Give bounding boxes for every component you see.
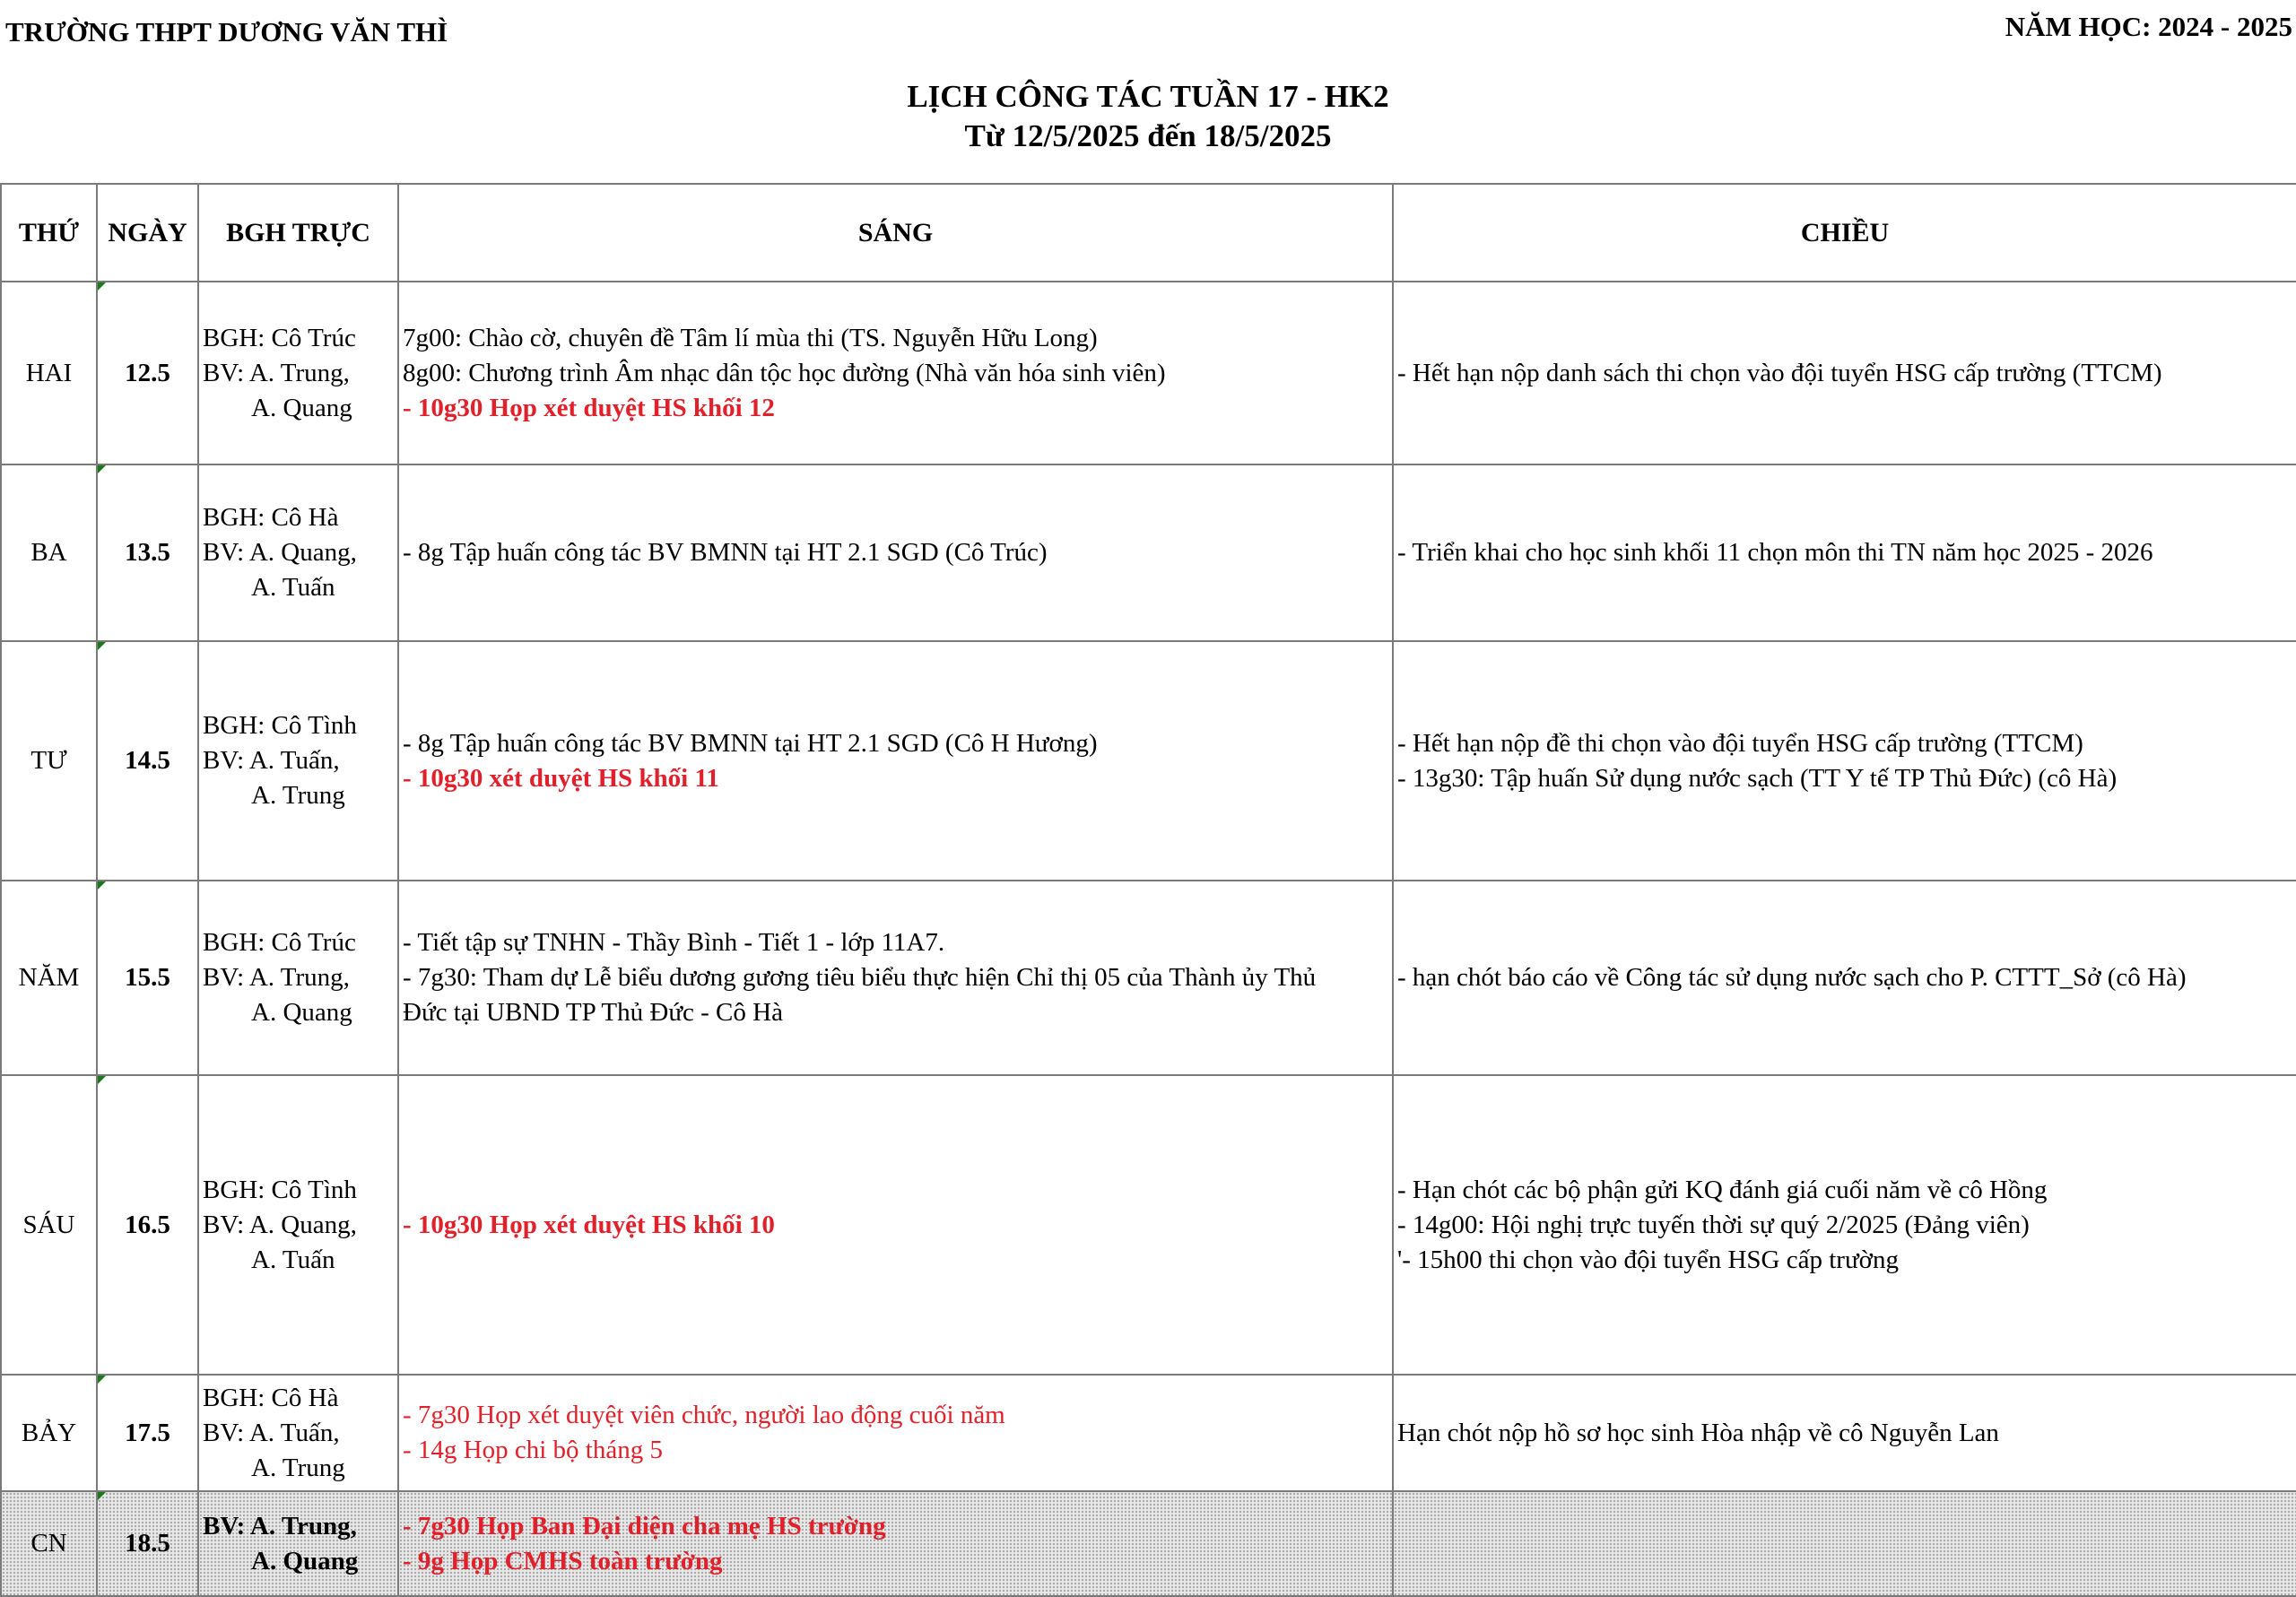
duty-staff-cell <box>198 464 398 641</box>
duty-staff-cell <box>198 881 398 1075</box>
morning-activity: 7g00: Chào cờ, chuyên đề Tâm lí mùa thi (TS. Nguyễn Hữu Long) <box>403 323 1098 352</box>
duty-staff-line: BGH: Cô Trúc <box>203 323 356 352</box>
afternoon-cell <box>1393 1075 2296 1375</box>
day-of-week-cell: BA <box>1 464 97 641</box>
afternoon-activity: '- 15h00 thi chọn vào đội tuyển HSG cấp trường <box>1397 1245 1900 1274</box>
duty-staff-line: BV: A. Tuấn, <box>203 746 340 775</box>
table-row <box>1 1075 2296 1375</box>
morning-cell <box>398 282 1393 464</box>
morning-activity: - 7g30 Họp xét duyệt viên chức, người lao động cuối năm <box>403 1401 1005 1429</box>
afternoon-activity: - 14g00: Hội nghị trực tuyến thời sự quý 2/2025 (Đảng viên) <box>1397 1210 2030 1239</box>
duty-staff-cell <box>198 1375 398 1491</box>
afternoon-activity: - Hạn chót các bộ phận gửi KQ đánh giá cuối năm về cô Hồng <box>1397 1175 2048 1204</box>
morning-activity: - 14g Họp chi bộ tháng 5 <box>403 1436 663 1464</box>
date-cell: 12.5 <box>97 282 198 464</box>
duty-staff-line: A. Quang <box>251 1546 359 1575</box>
afternoon-cell <box>1393 282 2296 464</box>
morning-cell <box>398 641 1393 881</box>
schedule-table <box>0 183 2296 1597</box>
afternoon-activity: - Hết hạn nộp đề thi chọn vào đội tuyển HSG cấp trường (TTCM) <box>1397 728 2083 758</box>
duty-staff-line: BGH: Cô Tình <box>203 1175 357 1204</box>
table-row <box>1 881 2296 1075</box>
morning-cell <box>398 1491 1393 1596</box>
duty-staff-cell <box>198 282 398 464</box>
afternoon-cell <box>1393 881 2296 1075</box>
morning-cell <box>398 464 1393 641</box>
day-of-week-cell: NĂM <box>1 881 97 1075</box>
table-row <box>1 282 2296 464</box>
date-cell: 15.5 <box>97 881 198 1075</box>
date-cell: 13.5 <box>97 464 198 641</box>
school-year: NĂM HỌC: 2024 - 2025 <box>2005 11 2292 42</box>
duty-staff-cell <box>198 1075 398 1375</box>
table-row <box>1 1491 2296 1596</box>
afternoon-cell <box>1393 1375 2296 1491</box>
date-cell: 18.5 <box>97 1491 198 1596</box>
morning-activity: - 10g30 Họp xét duyệt HS khối 12 <box>403 393 775 422</box>
table-row <box>1 464 2296 641</box>
morning-activity: - 8g Tập huấn công tác BV BMNN tại HT 2.1 SGD (Cô H Hương) <box>403 728 1098 758</box>
afternoon-activity: - hạn chót báo cáo về Công tác sử dụng nước sạch cho P. CTTT_Sở (cô Hà) <box>1397 963 2187 992</box>
morning-activity: - Tiết tập sự TNHN - Thầy Bình - Tiết 1 - lớp 11A7. <box>403 928 945 957</box>
morning-cell <box>398 1375 1393 1491</box>
date-cell: 16.5 <box>97 1075 198 1375</box>
duty-staff-line: BGH: Cô Tình <box>203 711 357 740</box>
afternoon-activity: - Triển khai cho học sinh khối 11 chọn môn thi TN năm học 2025 - 2026 <box>1397 538 2153 567</box>
afternoon-cell <box>1393 641 2296 881</box>
duty-staff-line: BV: A. Tuấn, <box>203 1418 340 1447</box>
col-header-thu: THỨ <box>1 184 97 282</box>
morning-activity: Đức tại UBND TP Thủ Đức - Cô Hà <box>403 998 783 1027</box>
date-cell: 14.5 <box>97 641 198 881</box>
duty-staff-line: BV: A. Trung, <box>203 358 350 387</box>
duty-staff-line: BGH: Cô Trúc <box>203 928 356 957</box>
morning-activity: - 7g30 Họp Ban Đại diện cha mẹ HS trường <box>403 1511 886 1541</box>
duty-staff-line: BGH: Cô Hà <box>203 503 339 532</box>
morning-activity: 8g00: Chương trình Âm nhạc dân tộc học đường (Nhà văn hóa sinh viên) <box>403 358 1166 387</box>
duty-staff-line: A. Trung <box>251 781 345 810</box>
day-of-week-cell: CN <box>1 1491 97 1596</box>
duty-staff-line: BGH: Cô Hà <box>203 1383 339 1412</box>
afternoon-activity: - 13g30: Tập huấn Sử dụng nước sạch (TT Y tế TP Thủ Đức) (cô Hà) <box>1397 763 2118 793</box>
morning-activity: - 8g Tập huấn công tác BV BMNN tại HT 2.1 SGD (Cô Trúc) <box>403 538 1048 567</box>
page-title: LỊCH CÔNG TÁC TUẦN 17 - HK2 <box>907 79 1389 114</box>
day-of-week-cell: TƯ <box>1 641 97 881</box>
morning-activity: - 9g Họp CMHS toàn trường <box>403 1546 723 1575</box>
day-of-week-cell: SÁU <box>1 1075 97 1375</box>
duty-staff-line: A. Quang <box>251 393 352 422</box>
page-subtitle: Từ 12/5/2025 đến 18/5/2025 <box>964 118 1332 153</box>
duty-staff-cell <box>198 1491 398 1596</box>
date-cell: 17.5 <box>97 1375 198 1491</box>
duty-staff-line: A. Tuấn <box>251 573 335 602</box>
col-header-sang: SÁNG <box>398 184 1393 282</box>
col-header-bgh: BGH TRỰC <box>198 184 398 282</box>
morning-cell <box>398 881 1393 1075</box>
morning-activity: - 10g30 xét duyệt HS khối 11 <box>403 763 719 793</box>
afternoon-cell <box>1393 1491 2296 1596</box>
table-row <box>1 641 2296 881</box>
duty-staff-cell <box>198 641 398 881</box>
col-header-chieu: CHIỀU <box>1393 184 2296 282</box>
afternoon-activity: Hạn chót nộp hồ sơ học sinh Hòa nhập về cô Nguyễn Lan <box>1397 1418 1999 1447</box>
table-row <box>1 1375 2296 1491</box>
duty-staff-line: BV: A. Trung, <box>203 1511 357 1541</box>
duty-staff-line: A. Trung <box>251 1453 345 1482</box>
afternoon-activity: - Hết hạn nộp danh sách thi chọn vào đội tuyển HSG cấp trường (TTCM) <box>1397 358 2162 387</box>
morning-activity: - 7g30: Tham dự Lễ biểu dương gương tiêu biểu thực hiện Chỉ thị 05 của Thành ủy Thủ <box>403 963 1317 992</box>
duty-staff-line: A. Tuấn <box>251 1245 335 1274</box>
duty-staff-line: BV: A. Trung, <box>203 963 350 992</box>
morning-cell <box>398 1075 1393 1375</box>
duty-staff-line: BV: A. Quang, <box>203 1210 357 1239</box>
duty-staff-line: BV: A. Quang, <box>203 538 357 567</box>
header-row <box>1 184 2296 282</box>
col-header-ngay: NGÀY <box>97 184 198 282</box>
day-of-week-cell: HAI <box>1 282 97 464</box>
afternoon-cell <box>1393 464 2296 641</box>
day-of-week-cell: BẢY <box>1 1375 97 1491</box>
duty-staff-line: A. Quang <box>251 998 352 1027</box>
morning-activity: - 10g30 Họp xét duyệt HS khối 10 <box>403 1210 775 1239</box>
school-name: TRƯỜNG THPT DƯƠNG VĂN THÌ <box>5 16 448 48</box>
